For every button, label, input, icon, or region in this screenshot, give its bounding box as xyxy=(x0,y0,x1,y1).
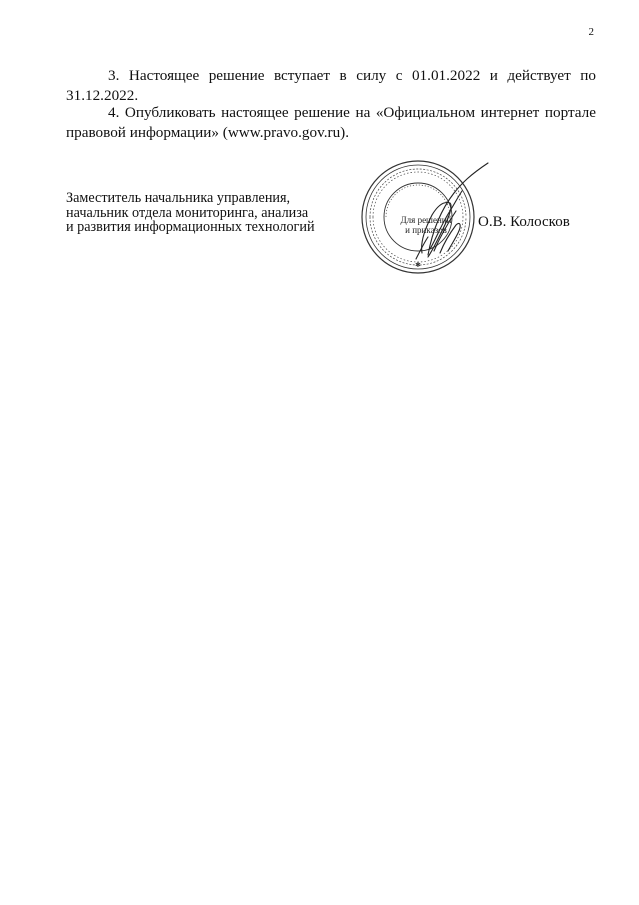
svg-text:✱: ✱ xyxy=(415,261,421,269)
paragraph-item-3: 3. Настоящее решение вступает в силу с 01.01.2022 и действует по 31.12.2022. xyxy=(66,67,596,104)
signer-position-line-3: и развития информационных технологий xyxy=(66,219,315,235)
page-number: 2 xyxy=(588,26,594,38)
official-seal xyxy=(358,153,494,281)
paragraph-item-4: 4. Опубликовать настоящее решение на «Официальном интернет портале правовой информации» (www.pravo.gov.ru). xyxy=(66,104,596,141)
signer-name: О.В. Колосков xyxy=(478,214,570,230)
signer-position-line-1: Заместитель начальника управления, xyxy=(66,190,291,206)
signer-position xyxy=(66,191,346,235)
signer-position-line-2: начальник отдела мониторинга, анализа xyxy=(66,204,309,221)
seal-inner-line-2: и приказов xyxy=(405,225,447,235)
seal-inner-line-1: Для решений xyxy=(400,215,452,225)
